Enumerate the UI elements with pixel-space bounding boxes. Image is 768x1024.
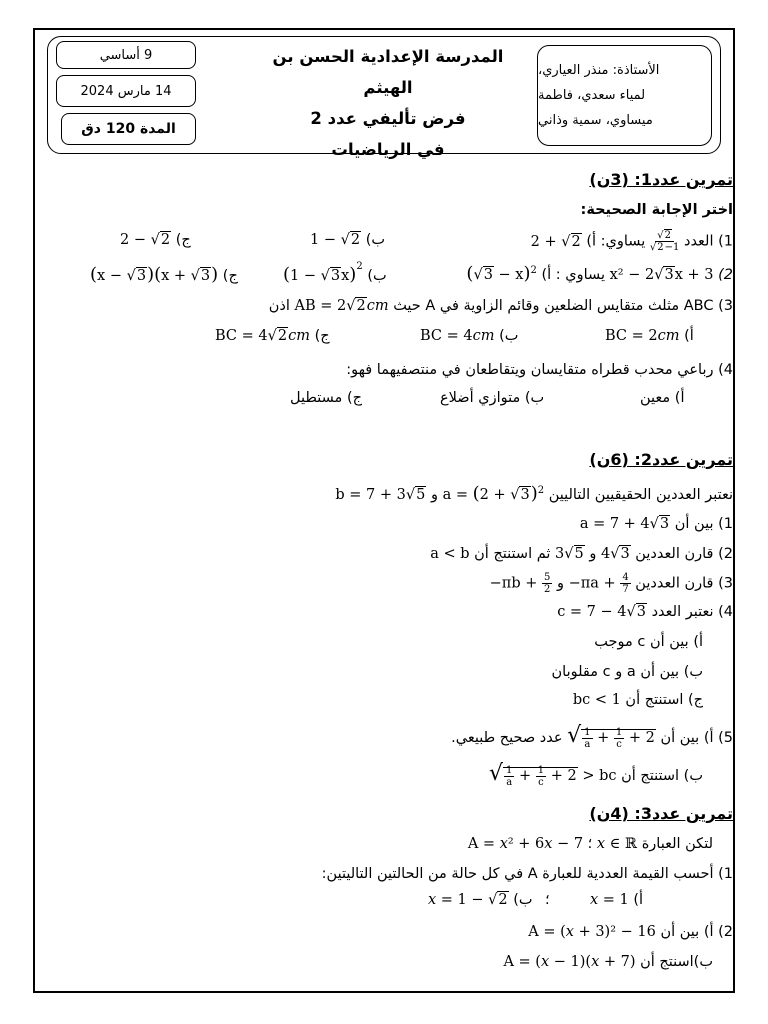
ex3-intro: لتكن العبارة A = x² + 6x − 7 ؛ x ∈ ℝ bbox=[467, 836, 713, 852]
ex3-q1: 1) أحسب القيمة العددية للعبارة A في كل حالة من الحالتين التاليتين: bbox=[321, 866, 733, 882]
ex2-q4a: أ) بين أن c موجب bbox=[594, 634, 703, 650]
ex1-q3: 3) ABC مثلث متقايس الضلعين وقائم الزاوية في A حيث AB = 2√2cm اذن bbox=[268, 298, 733, 314]
date-box: 14 مارس 2024 bbox=[56, 75, 196, 107]
ex3-q2b: ب)اسنتج أن A = (x − 1)(x + 7) bbox=[503, 954, 713, 970]
ex1-title: تمرين عدد1: (3ن) bbox=[589, 170, 733, 189]
ex1-q3-opt-c: ج) BC = 4√2cm bbox=[215, 328, 330, 344]
exam-header bbox=[47, 36, 721, 159]
level-box: 9 أساسي bbox=[56, 41, 196, 69]
ex2-q4: 4) نعتبر العدد c = 7 − 4√3 bbox=[557, 604, 733, 620]
school-block bbox=[263, 41, 513, 165]
ex1-instruction: اختر الإجابة الصحيحة: bbox=[580, 202, 733, 218]
ex2-title: تمرين عدد2: (6ن) bbox=[589, 450, 733, 469]
exam-page bbox=[33, 28, 735, 993]
ex2-q5b: ب) استنتج أن √ $\frac{1}{a}$ + $\frac{1}{c}$ + 2 > bc bbox=[488, 761, 703, 788]
ex1-q2-opt-b: ب) $(1 - √3x)^2$ bbox=[283, 261, 387, 285]
exam-title: فرض تأليفي عدد 2 bbox=[310, 109, 466, 128]
ex2-q3: 3) قارن العددين −πa + $\frac{4}{7}$ و −πb + $\frac{5}{2}$ bbox=[489, 572, 733, 595]
ex1-q1-opt-b: ب) 1 − √2 bbox=[310, 232, 385, 248]
ex3-title: تمرين عدد3: (4ن) bbox=[589, 804, 733, 823]
teachers-line-3: ميساوي، سمية وذاني bbox=[538, 113, 653, 128]
ex2-q1: 1) بين أن a = 7 + 4√3 bbox=[579, 516, 733, 532]
ex1-q2: 2) x² − 2√3x + 3 يساوي : أ) $(√3 - x)^2$ bbox=[466, 263, 733, 284]
teachers-box bbox=[537, 45, 712, 146]
school-name: المدرسة الإعدادية الحسن بن الهيثم bbox=[272, 47, 504, 97]
ex2-q2: 2) قارن العددين 4√3 و 3√5 ثم استنتج أن a < b bbox=[430, 546, 733, 562]
ex2-q4b: ب) بين أن a و c مقلوبان bbox=[551, 664, 703, 680]
teachers-line-1: الأستاذة: منذر العياري، bbox=[538, 63, 660, 78]
ex1-q4-opt-b: ب) متوازي أضلاع bbox=[440, 390, 545, 406]
ex2-intro: نعتبر العددين الحقيقيين التاليين $a = (2 + √3)^2$ و b = 7 + 3√5 bbox=[335, 483, 733, 504]
ex1-q4: 4) رباعي محدب قطراه متقايسان ويتقاطعان في منتصفيهما فهو: bbox=[346, 362, 733, 378]
ex1-q3-opt-b: ب) BC = 4cm bbox=[420, 328, 519, 344]
ex3-q1-sep: ؛ bbox=[545, 892, 550, 908]
ex3-q1b: ب) x = 1 − √2 bbox=[428, 892, 533, 908]
duration-box: المدة 120 دق bbox=[61, 113, 196, 145]
ex1-q3-opt-a: أ) BC = 2cm bbox=[605, 328, 694, 344]
subject-name: في الرياضيات bbox=[331, 140, 445, 159]
ex3-q2a: 2) أ) بين أن A = (x + 3)² − 16 bbox=[528, 924, 733, 940]
ex1-q4-opt-a: أ) معين bbox=[640, 390, 685, 406]
teachers-line-2: لمياء سعدي، فاطمة bbox=[538, 88, 646, 103]
ex1-q4-opt-c: ج) مستطيل bbox=[290, 390, 362, 406]
ex2-q4c: ج) استنتج أن bc < 1 bbox=[572, 692, 703, 708]
ex2-q5a: 5) أ) بين أن √ $\frac{1}{a}$ + $\frac{1}{c}$ + 2 عدد صحيح طبيعي. bbox=[451, 723, 733, 750]
ex1-q1: 1) العدد $\frac{√2}{√2-1}$ يساوي: أ) 2 + √2 bbox=[530, 230, 733, 253]
ex1-q1-opt-c: ج) 2 − √2 bbox=[120, 232, 191, 248]
ex1-q2-opt-c: ج) (x − √3)(x + √3) bbox=[90, 264, 238, 285]
ex3-q1a: أ) x = 1 bbox=[590, 892, 644, 908]
